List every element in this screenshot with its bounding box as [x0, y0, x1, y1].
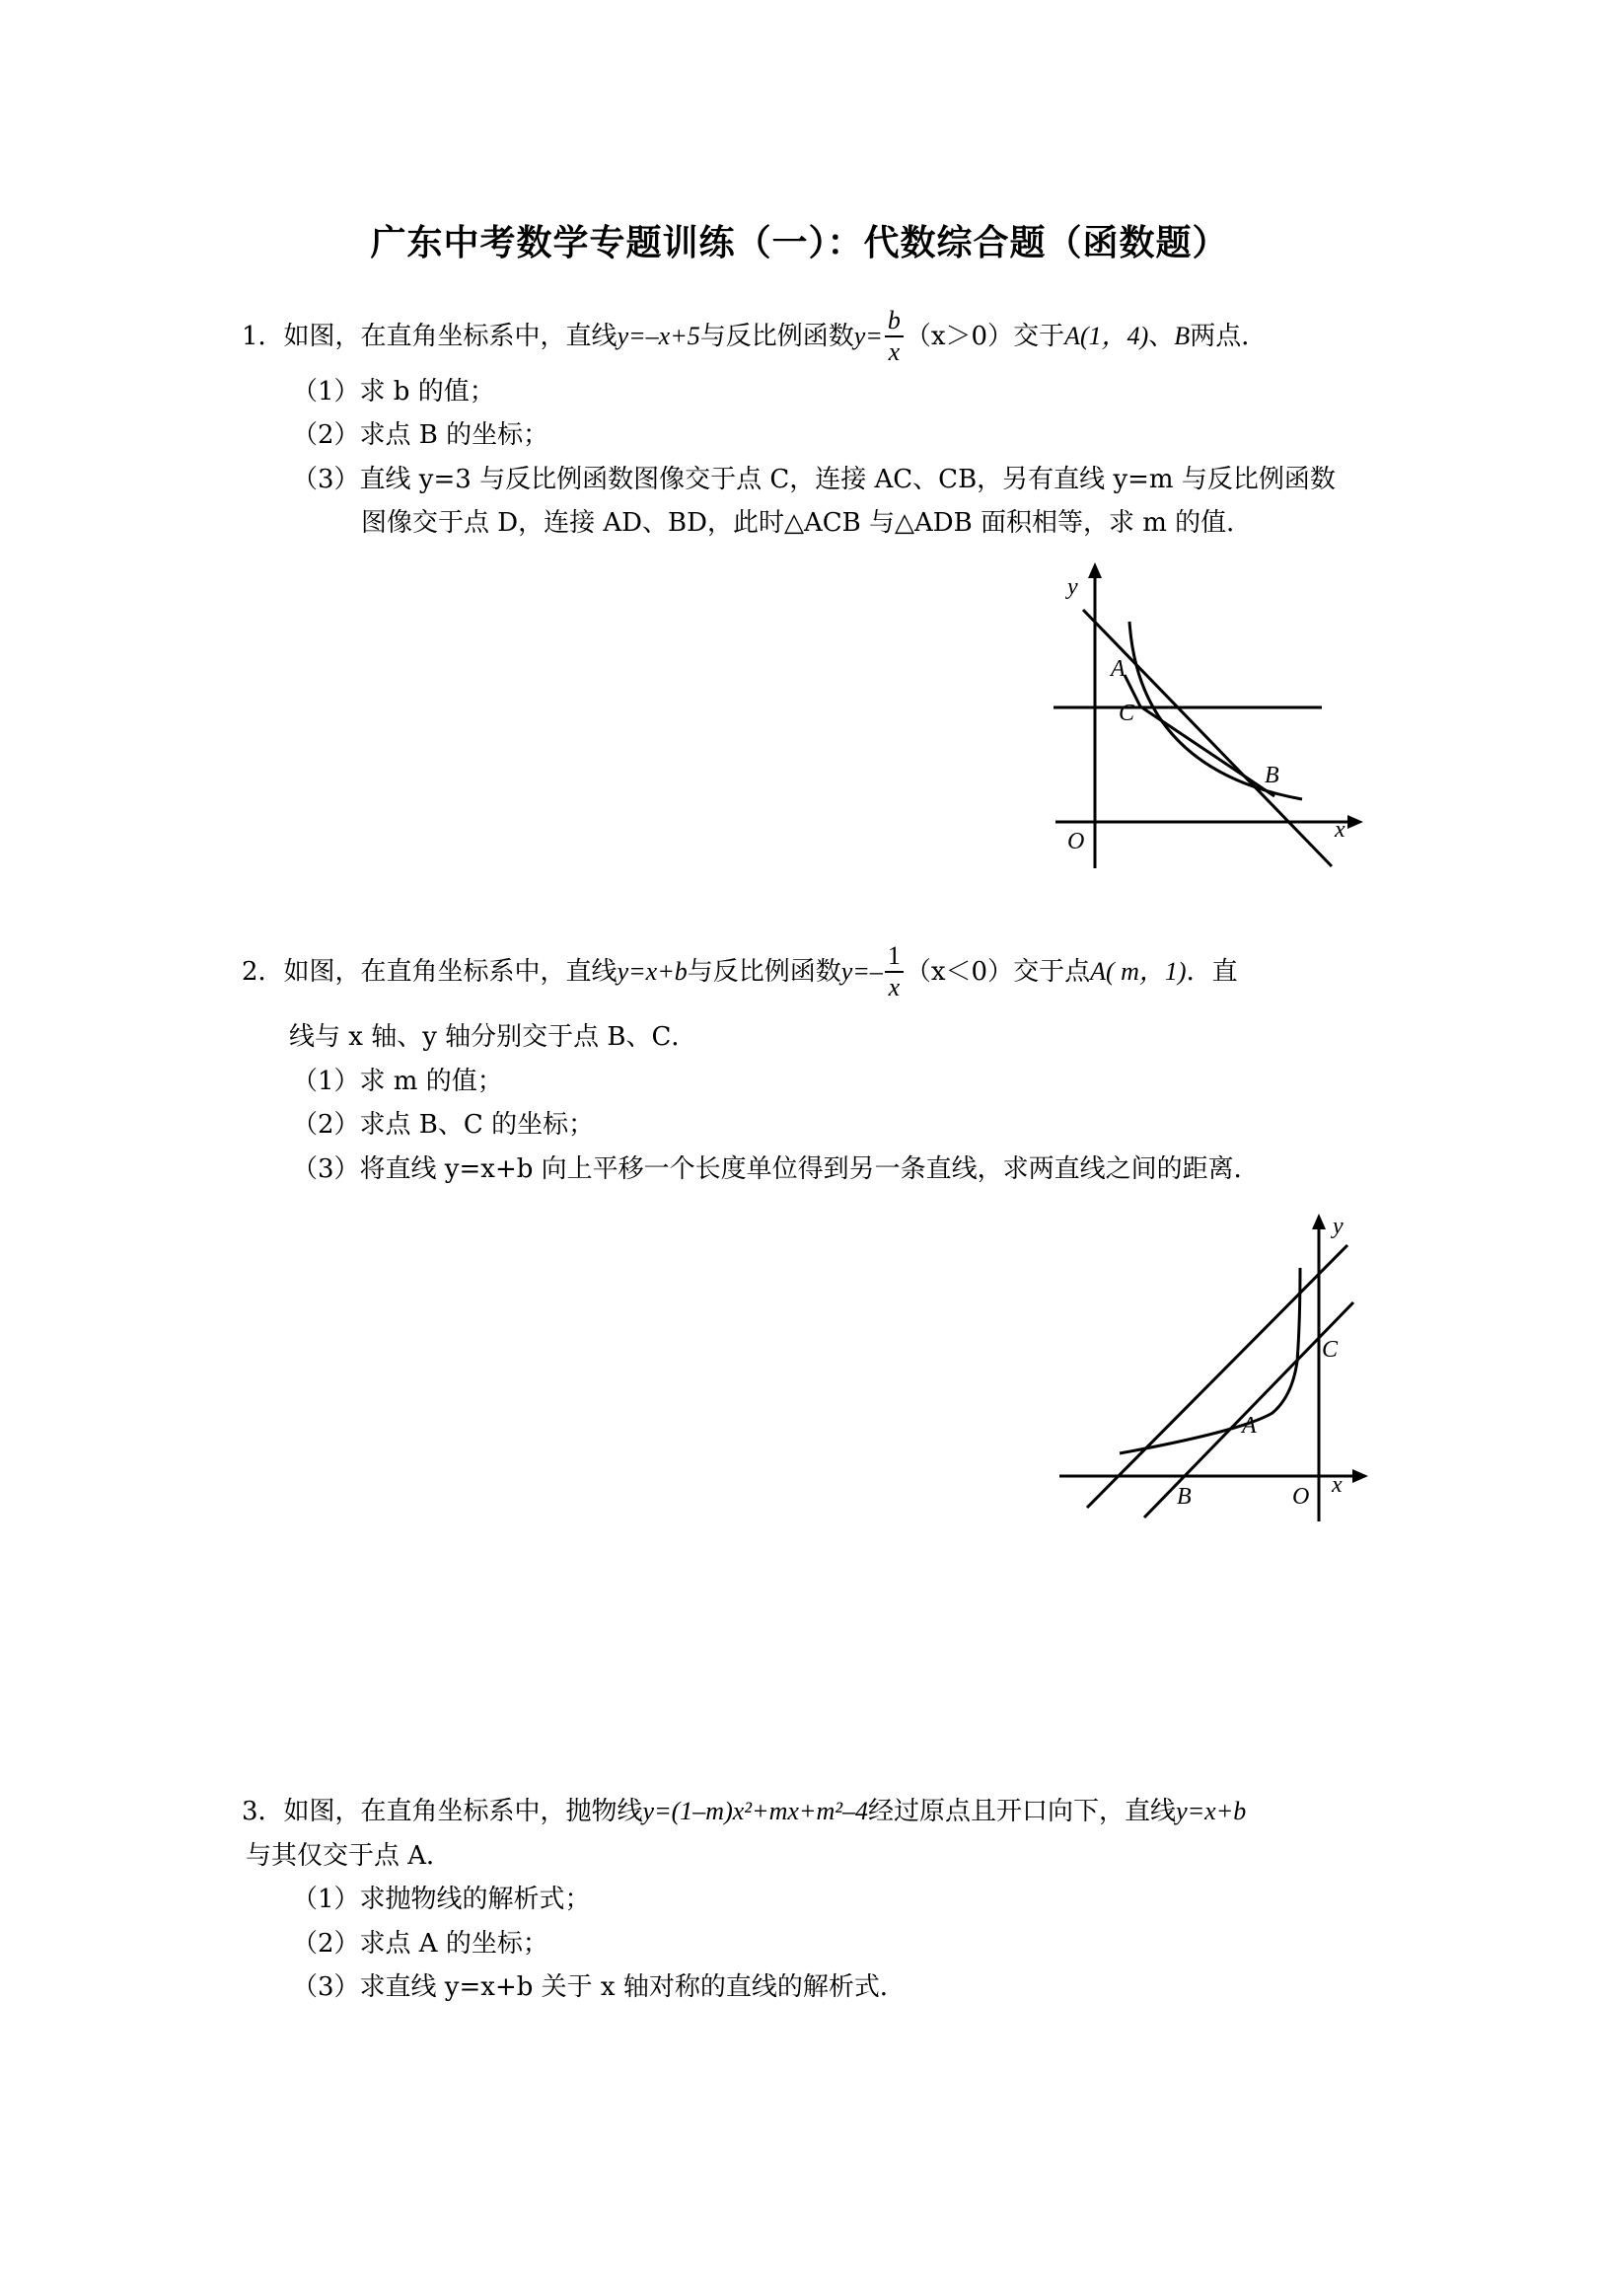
q3-sub3: （3）求直线 y=x+b 关于 x 轴对称的直线的解析式． — [292, 1972, 906, 2002]
q3-line2: 与其仅交于点 A． — [246, 1841, 453, 1871]
q2-stem-b: 与反比例函数 — [687, 957, 841, 987]
q2-hyperbola — [1120, 1268, 1300, 1453]
q2-x-arrow — [1352, 1469, 1368, 1483]
page-title: 广东中考数学专题训练（一）：代数综合题（函数题） — [370, 223, 1229, 263]
q2-line2: 线与 x 轴、y 轴分别交于点 B、C． — [289, 1022, 697, 1052]
q2-stem-a: 如图，在直角坐标系中，直线 — [283, 957, 618, 987]
q2-line-shifted — [1087, 1245, 1347, 1508]
q1-sub3-line1: （3）直线 y=3 与反比例函数图像交于点 C，连接 AC、CB，另有直线 y=m 与反比例函数 — [292, 465, 1336, 494]
q2-sub1: （1）求 m 的值； — [292, 1067, 503, 1096]
q1-sub3-line2: 图像交于点 D，连接 AD、BD，此时△ACB 与△ADB 面积相等，求 m 的值． — [361, 508, 1253, 538]
q2-label-b: B — [1177, 1484, 1192, 1510]
q1-figure — [1046, 553, 1381, 878]
q2-line-x-plus-b — [1144, 1302, 1353, 1518]
q1-point-a: A(1，4) — [1064, 322, 1149, 350]
q1-eq2-y: y= — [853, 322, 883, 350]
q2-eq1: y=x+b — [617, 957, 688, 986]
q1-sub2: （2）求点 B 的坐标； — [292, 420, 549, 450]
q1-fraction — [885, 306, 904, 367]
q1-stem-d: 、 — [1148, 322, 1175, 351]
q1-stem-e: 两点． — [1190, 322, 1268, 351]
q2-stem-c: 交于点 — [1013, 957, 1091, 987]
q2-fraction — [885, 941, 904, 1002]
q2-label-c: C — [1322, 1337, 1339, 1363]
q1-stem-c: 交于 — [1013, 322, 1065, 351]
q2-point-a: A( m，1) — [1090, 957, 1187, 986]
q1-frac-den: x — [888, 337, 901, 366]
q2-cond: （x＜0） — [905, 957, 1014, 987]
q1-sub1: （1）求 b 的值； — [292, 377, 495, 407]
q3-line1-b: 经过原点且开口向下，直线 — [868, 1797, 1177, 1826]
q3-parabola-eq: y=(1–m)x²+mx+m²–4 — [642, 1797, 869, 1825]
q1-cond: （x＞0） — [905, 322, 1014, 351]
q1-eq1: y=–x+5 — [617, 322, 700, 350]
q1-label-y: y — [1067, 574, 1078, 600]
q1-x-arrow — [1347, 815, 1363, 829]
q2-number: 2． — [242, 957, 284, 987]
q2-label-a: A — [1242, 1413, 1257, 1439]
q1-frac-num: b — [885, 306, 904, 337]
q2-stem — [242, 937, 1238, 1006]
q3-line1-a: 3．如图，在直角坐标系中，抛物线 — [242, 1797, 643, 1826]
q2-label-o: O — [1292, 1484, 1310, 1510]
q3-sub1: （1）求抛物线的解析式； — [292, 1885, 591, 1914]
q2-sub2: （2）求点 B、C 的坐标； — [292, 1110, 595, 1140]
q2-label-y: y — [1333, 1214, 1344, 1239]
q2-frac-den: x — [888, 973, 901, 1001]
q2-figure — [1046, 1204, 1381, 1529]
q1-point-b: B — [1174, 322, 1191, 350]
q3-line1 — [242, 1797, 1246, 1826]
q1-label-c: C — [1119, 701, 1135, 726]
q2-stem-d: ．直 — [1186, 957, 1238, 987]
q1-label-b: B — [1265, 763, 1279, 788]
q1-number: 1． — [242, 322, 284, 351]
q1-label-o: O — [1067, 829, 1085, 854]
q2-y-arrow — [1312, 1214, 1326, 1229]
q3-sub2: （2）求点 A 的坐标； — [292, 1929, 548, 1959]
q2-eq2-y: y=– — [840, 957, 883, 986]
q1-label-x: x — [1335, 817, 1345, 843]
q1-stem — [242, 302, 1267, 371]
q2-frac-num: 1 — [885, 941, 904, 973]
q1-y-arrow — [1088, 562, 1102, 578]
q1-label-a: A — [1111, 656, 1126, 682]
q1-stem-b: 与反比例函数 — [699, 322, 854, 351]
q2-label-x: x — [1332, 1472, 1343, 1498]
q3-line-eq: y=x+b — [1176, 1797, 1247, 1825]
q1-line-minus-x-plus-5 — [1083, 610, 1332, 866]
q2-sub3: （3）将直线 y=x+b 向上平移一个长度单位得到另一条直线，求两直线之间的距离． — [292, 1154, 1260, 1184]
q1-stem-a: 如图，在直角坐标系中，直线 — [283, 322, 618, 351]
